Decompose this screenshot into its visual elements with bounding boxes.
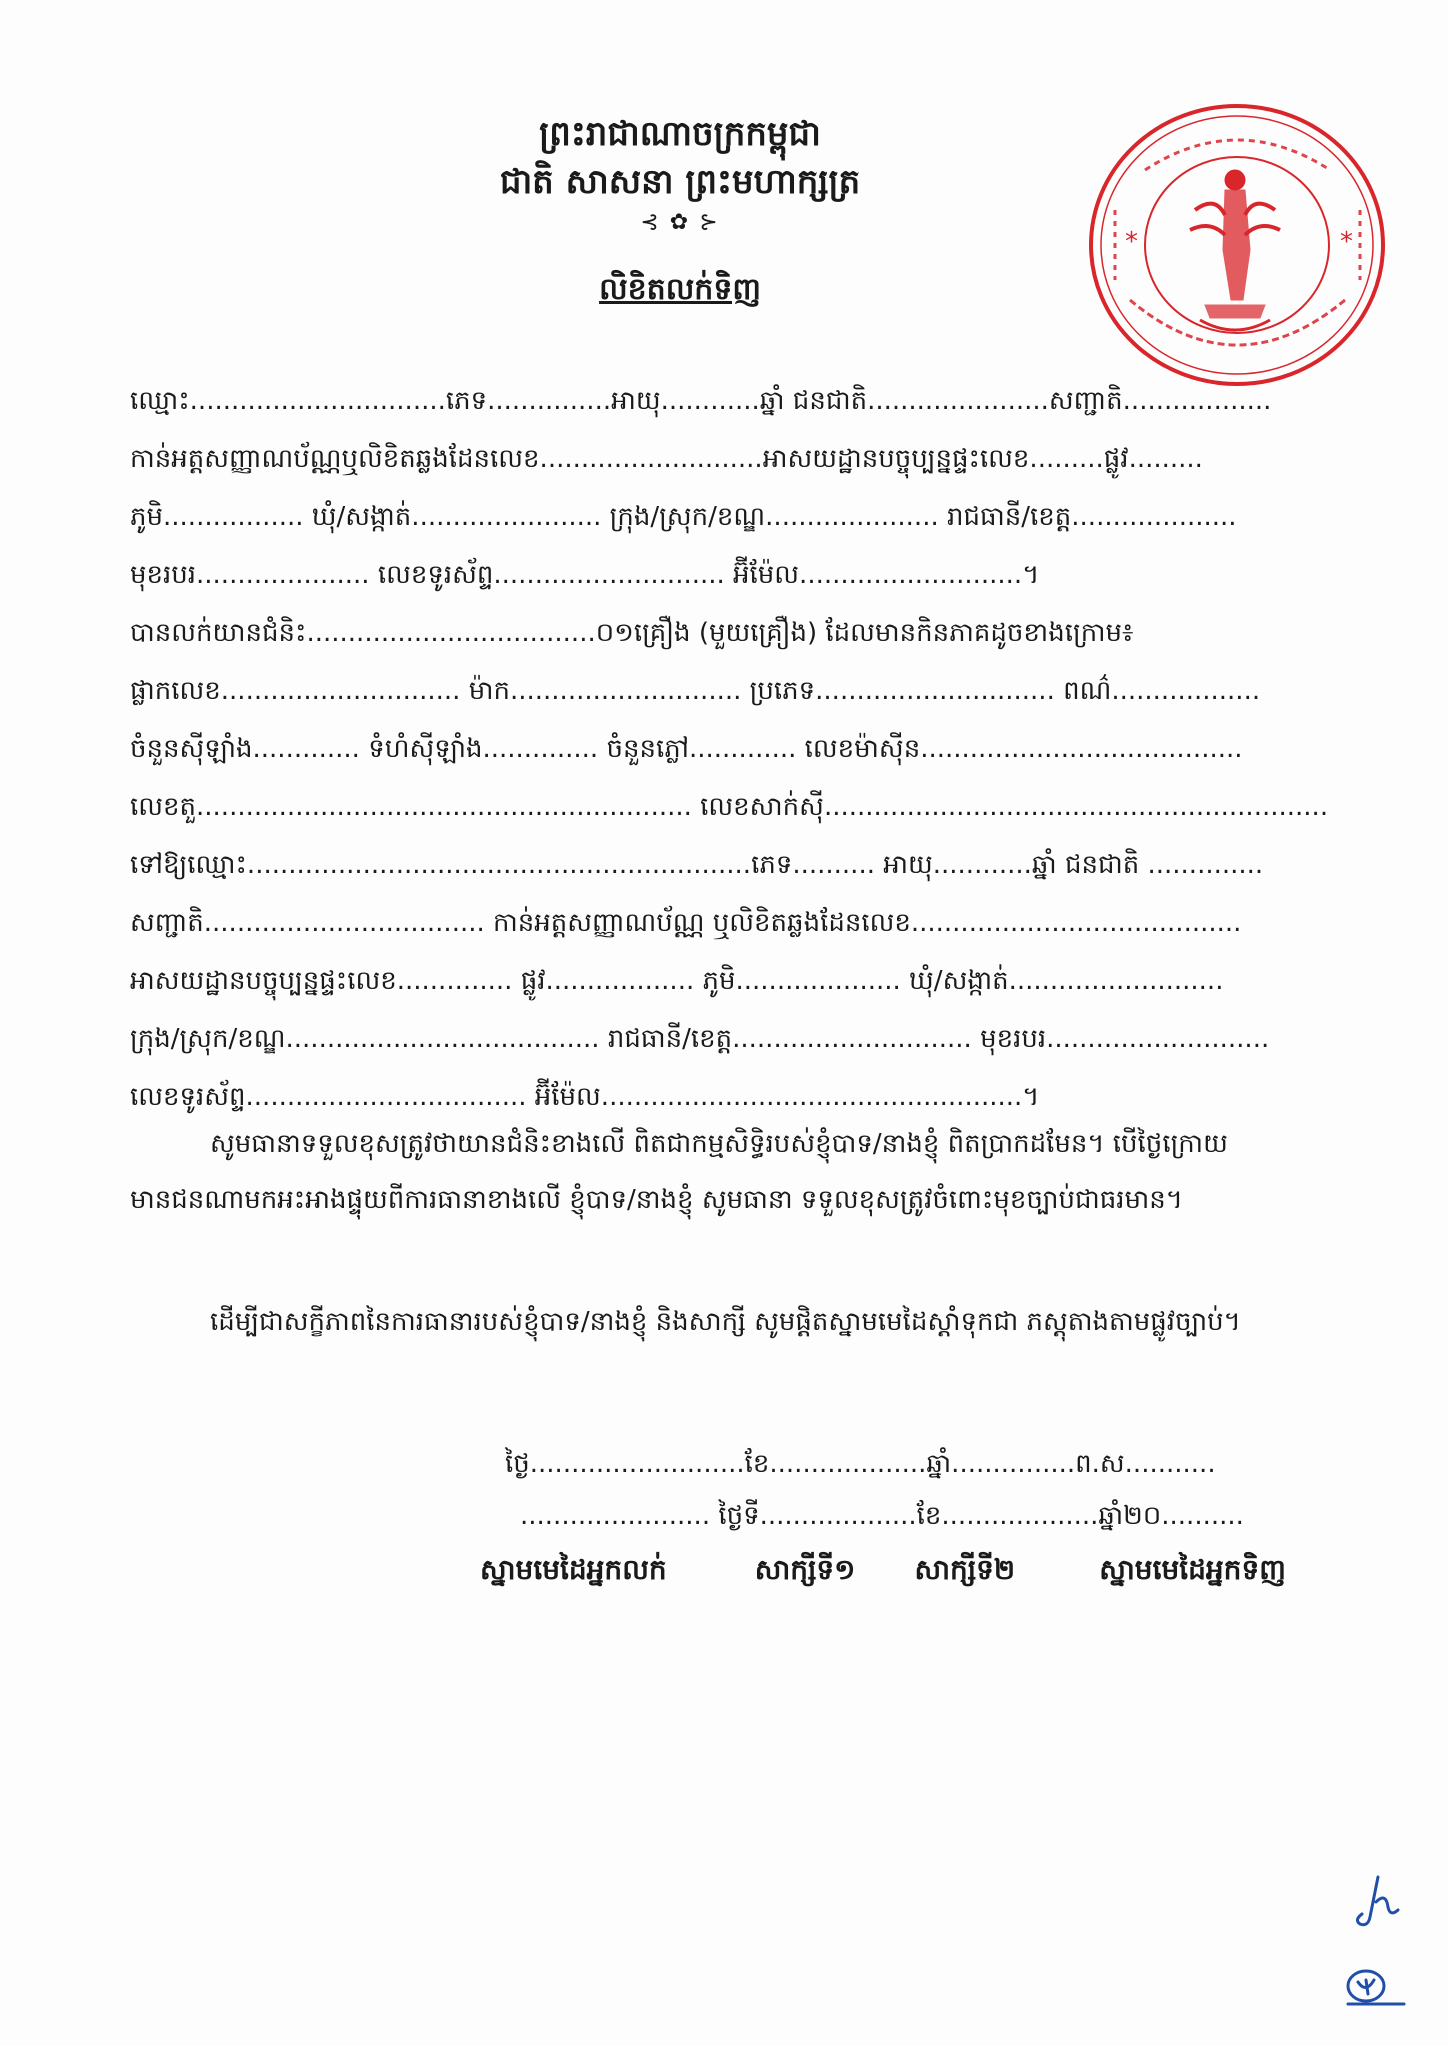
field-line-buyer-address[interactable]: អាសយដ្ឋានបច្ចុប្បន្នផ្ទះលេខ.............. ផ្លូវ.................. ភូមិ.................... ឃុំ/សង្កាត់..........................	[130, 966, 1224, 996]
ornament-divider: ⊰ ✿ ⊱	[640, 210, 720, 235]
field-line-vehicle-chassis[interactable]: លេខតួ............................................................ លេខសាក់ស៊ី.............................................................	[130, 792, 1329, 822]
witness-2-label: សាក្សីទី២	[914, 1553, 1016, 1586]
signature-labels	[480, 1546, 1330, 1594]
seller-thumbprint-label: ស្នាមមេដៃអ្នកលក់	[480, 1553, 667, 1586]
kingdom-heading: ព្រះរាជាណាចក្រកម្ពុជា	[539, 114, 821, 154]
field-line-seller-location[interactable]: ភូមិ................. ឃុំ/សង្កាត់....................... ក្រុង/ស្រុក/ខណ្ឌ..................... រាជធានី/ខេត្ត....................	[130, 502, 1237, 532]
field-line-buyer-location[interactable]: ក្រុង/ស្រុក/ខណ្ឌ...................................... រាជធានី/ខេត្ត............................. មុខរបរ...........................	[130, 1024, 1270, 1054]
field-line-vehicle-plate[interactable]: ផ្លាកលេខ............................. ម៉ាក............................ ប្រភេទ............................. ពណ៌..................	[130, 676, 1261, 706]
buyer-thumbprint-label: ស្នាមមេដៃអ្នកទិញ	[1099, 1553, 1286, 1586]
svg-text:*: *	[1340, 227, 1353, 257]
document-header	[400, 110, 960, 236]
witness-1-label: សាក្សីទី១	[754, 1553, 856, 1586]
motto-heading: ជាតិ សាសនា ព្រះមហាក្សត្រ	[499, 162, 861, 202]
witness-paragraph: ដើម្បីជាសក្ខីភាពនៃការធានារបស់ខ្ញុំបាទ/នាងខ្ញុំ និងសាក្សី សូមផ្តិតស្នាមមេដៃស្តាំទុកជា ភស្តុតាងតាមផ្លូវច្បាប់។	[210, 1307, 1241, 1337]
field-line-vehicle-engine[interactable]: ចំនួនស៊ីឡាំង............. ទំហំស៊ីឡាំង.............. ចំនួនភ្លៅ............. លេខម៉ាស៊ីន.......................................	[130, 734, 1243, 764]
field-line-seller-id-address[interactable]: កាន់អត្តសញ្ញាណប័ណ្ណឬលិខិតឆ្លងដែនលេខ...........................អាសយដ្ឋានបច្ចុប្បន្នផ្ទះលេខ.........ផ្លូវ.........	[130, 444, 1203, 474]
field-line-buyer-identity[interactable]: ទៅឱ្យឈ្មោះ.............................................................ភេទ.......... អាយុ............ឆ្នាំ ជនជាតិ ..............	[130, 850, 1264, 880]
guarantee-paragraph: សូមធានាទទួលខុសត្រូវថាយានជំនិះខាងលើ ពិតជាកម្មសិទ្ធិរបស់ខ្ញុំបាទ/នាងខ្ញុំ ពិតប្រាកដមែន។ បើថ្ងៃក្រោយមានជនណាមកអះអាងផ្ទុយពីការធានាខាងលើ ខ្ញុំបាទ/នាងខ្ញុំ សូមធានា ទទួលខុសត្រូវចំពោះមុខច្បាប់ជាធរមាន។	[130, 1129, 1228, 1215]
field-line-seller-contact[interactable]: មុខរបរ..................... លេខទូរស័ព្ទ............................ អ៊ីម៉ែល...........................។	[130, 560, 1040, 590]
date-line-gregorian[interactable]: ....................... ថ្ងៃទី...................ខែ...................ឆ្នាំ២០..........	[520, 1501, 1244, 1531]
date-line-lunar[interactable]: ថ្ងៃ..........................ខែ...................ឆ្នាំ...............ព.ស...........	[505, 1449, 1216, 1479]
document-title: លិខិតលក់ទិញ	[599, 272, 761, 307]
official-seal-stamp	[1085, 100, 1390, 390]
handwritten-initial-mark	[1348, 1872, 1408, 1942]
field-line-buyer-id[interactable]: សញ្ជាតិ.................................. កាន់អត្តសញ្ញាណប័ណ្ណ ឬលិខិតឆ្លងដែនលេខ........................................	[130, 908, 1242, 938]
svg-text:*: *	[1125, 227, 1138, 257]
form-fields	[130, 372, 1340, 1126]
field-line-buyer-contact[interactable]: លេខទូរស័ព្ទ.................................. អ៊ីម៉ែល...................................................។	[130, 1082, 1040, 1112]
field-line-vehicle-sold[interactable]: បានលក់យានជំនិះ...................................០១គ្រឿង (មួយគ្រឿង) ដែលមានកិនភាគដូចខាងក្រោម៖	[130, 618, 1134, 648]
field-line-seller-identity[interactable]: ឈ្មោះ...............................ភេទ...............អាយុ............ឆ្នាំ ជនជាតិ......................សញ្ជាតិ..................	[130, 386, 1272, 416]
handwritten-signature-mark	[1338, 1960, 1408, 2015]
